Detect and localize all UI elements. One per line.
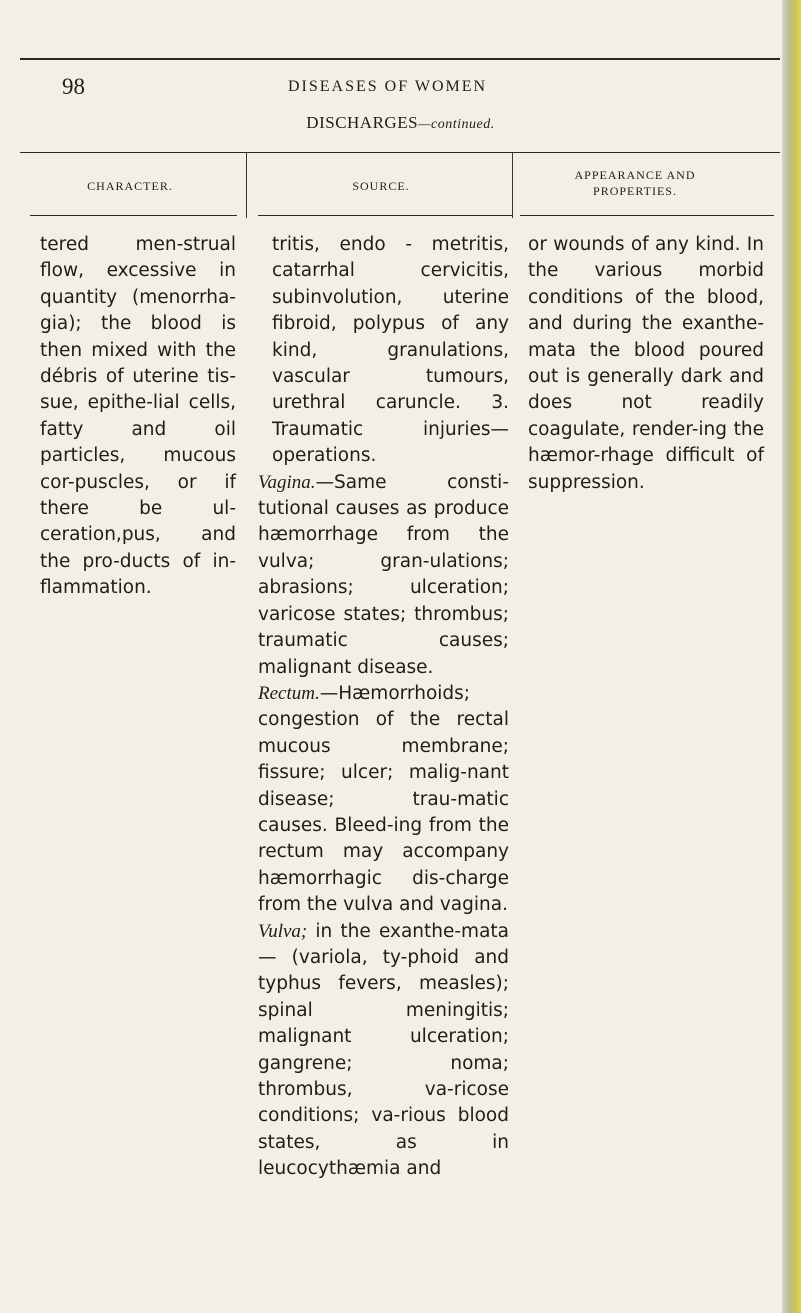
running-head: DISEASES OF WOMEN (288, 78, 488, 95)
column-header-source: SOURCE. (352, 179, 410, 193)
table-title (0, 111, 801, 137)
column-header-rule-source (258, 215, 512, 216)
title-rule (20, 152, 780, 153)
appearance-paragraph: or wounds of any kind. In the various morbid conditions of the blood, and during the exanthe-mata the blood poured out is generally dark and does not readily coagulate, render-ing the hæmor-rhage difficult of suppression. (528, 234, 764, 493)
rectum-text: —Hæmorrhoids; congestion of the rectal mucous membrane; fissure; ulcer; malig-nant disease; trau-matic causes. Bleed-ing from the rectum may accompany hæmorrhagic dis-charge from the vulva and vagina. (258, 682, 509, 916)
source-vagina-paragraph (258, 470, 509, 681)
source-column-text (258, 232, 509, 1183)
source-vulva-paragraph (258, 919, 509, 1183)
page-edge (782, 0, 801, 1313)
column-header-appearance: APPEARANCE AND PROPERTIES. (574, 168, 696, 198)
vagina-label: Vagina. (258, 471, 316, 493)
top-rule (20, 58, 780, 60)
column-divider-right (512, 152, 513, 218)
appearance-column-text (528, 232, 764, 496)
source-intro-text: tritis, endo - metritis, catarrhal cervicitis, subinvolution, uterine fibroid, polypus of any kind, granulations, vascular tumours, urethral caruncle. 3. Traumatic injuries—operations. (272, 234, 509, 467)
source-intro-paragraph (258, 232, 509, 470)
column-header-character: CHARACTER. (87, 179, 173, 193)
column-header-rule-character (30, 215, 237, 216)
rectum-label: Rectum. (258, 682, 320, 704)
source-rectum-paragraph (258, 681, 509, 919)
vagina-text: —Same consti-tutional causes as produce hæmorrhage from the vulva; gran-ulations; abrasions; ulceration; varicose states; thrombus; traumatic causes; malignant disease. (258, 471, 509, 678)
vulva-label: Vulva; (258, 920, 308, 942)
table-title-main: DISCHARGES (306, 113, 419, 132)
vulva-text: in the exanthe-mata — (variola, ty-phoid and typhus fevers, measles); spinal meningitis; malignant ulceration; gangrene; noma; thrombus, va-ricose conditions; va-rious blood states, as in leucocythæmia and (258, 920, 509, 1180)
table-title-suffix: —continued. (418, 117, 495, 132)
column-divider-left (246, 152, 247, 218)
page-number: 98 (62, 74, 85, 99)
character-paragraph: tered men-strual flow, excessive in quantity (menorrha-gia); the blood is then mixed with the débris of uterine tis-sue, epithe-lial cells, fatty and oil particles, mucous cor-puscles, or if there be ul-ceration,pus, and the pro-ducts of in-flammation. (40, 234, 236, 599)
character-column-text (40, 232, 236, 602)
column-header-rule-appearance (520, 215, 774, 216)
